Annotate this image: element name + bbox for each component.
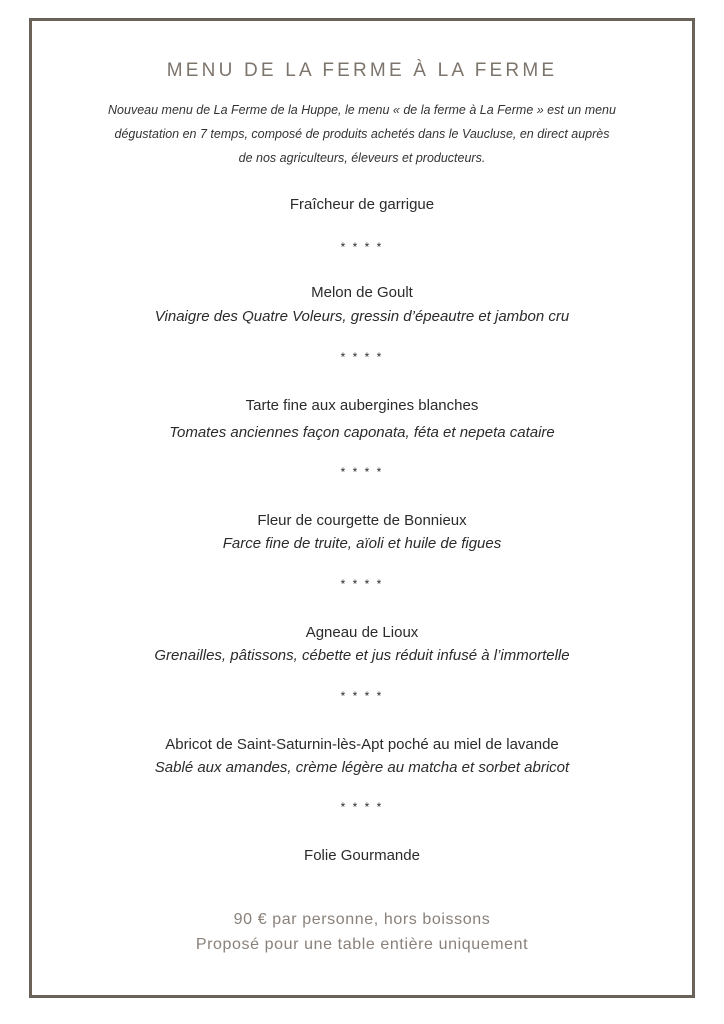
course-separator: * * * * (340, 689, 384, 703)
course-separator: * * * * (340, 577, 384, 591)
intro-line: dégustation en 7 temps, composé de produits achetés dans le Vaucluse, en direct auprès (114, 127, 610, 141)
course-description: Vinaigre des Quatre Voleurs, gressin d’épeautre et jambon cru (154, 308, 570, 325)
menu-title: MENU DE LA FERME À LA FERME (166, 60, 558, 81)
course-separator: * * * * (340, 350, 384, 364)
menu-intro (70, 98, 654, 170)
course-separator: * * * * (340, 240, 384, 254)
course-description: Sablé aux amandes, crème légère au matcha et sorbet abricot (154, 759, 570, 776)
course-name: Tarte fine aux aubergines blanches (245, 397, 479, 414)
course-description: Grenailles, pâtissons, cébette et jus réduit infusé à l’immortelle (154, 647, 570, 664)
intro-line: de nos agriculteurs, éleveurs et producteurs. (238, 151, 486, 165)
course-name: Fraîcheur de garrigue (289, 196, 435, 213)
course-name: Fleur de courgette de Bonnieux (257, 512, 467, 529)
menu-condition: Proposé pour une table entière uniquement (195, 936, 529, 953)
course-name: Folie Gourmande (304, 847, 420, 864)
course-description: Farce fine de truite, aïoli et huile de figues (222, 535, 502, 552)
course-name: Abricot de Saint-Saturnin-lès-Apt poché au miel de lavande (165, 736, 559, 753)
menu-price: 90 € par personne, hors boissons (233, 911, 491, 928)
course-separator: * * * * (340, 465, 384, 479)
course-name: Agneau de Lioux (305, 624, 419, 641)
course-separator: * * * * (340, 800, 384, 814)
intro-line: Nouveau menu de La Ferme de la Huppe, le menu « de la ferme à La Ferme » est un menu (108, 103, 616, 117)
course-name: Melon de Goult (311, 284, 413, 301)
course-description: Tomates anciennes façon caponata, féta et nepeta cataire (169, 424, 555, 441)
